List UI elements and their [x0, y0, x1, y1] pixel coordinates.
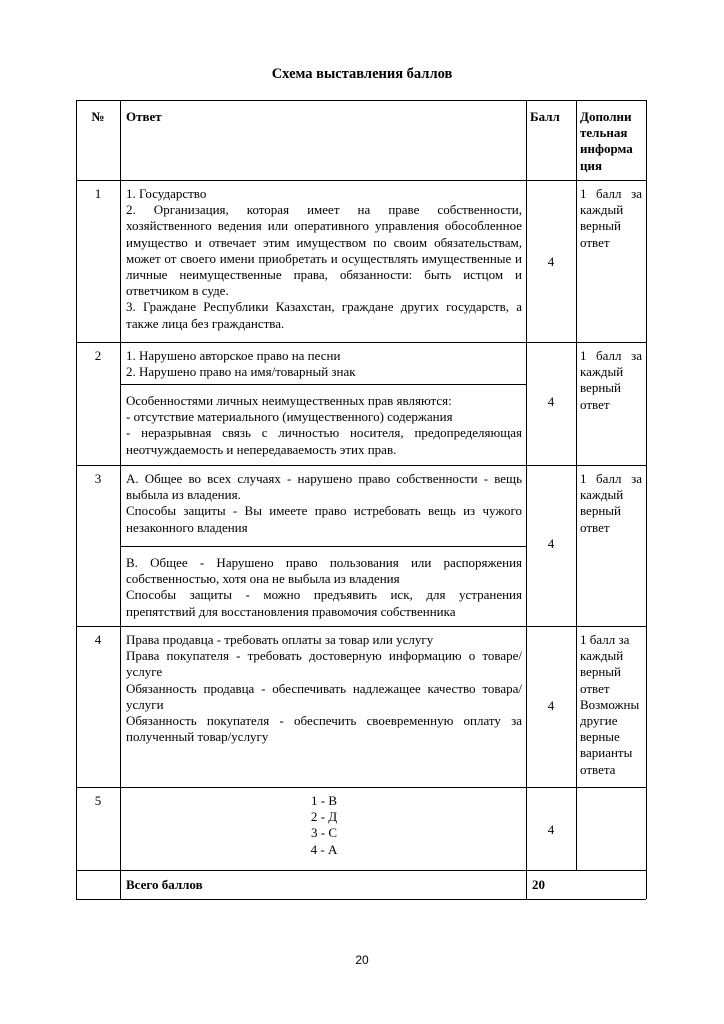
row-4-info: 1 балл за каждый верный ответ Возможны другие верные варианты ответа [580, 632, 640, 777]
row-5-score: 4 [547, 822, 555, 837]
row-1-answer [126, 186, 522, 332]
row-5-num: 5 [94, 793, 102, 808]
row-2-num: 2 [94, 348, 102, 363]
row-4-num: 4 [94, 632, 102, 647]
row-3-answer-b [126, 555, 522, 620]
answer-line: Права покупателя - требовать достоверную информацию о товаре/услуге [126, 648, 522, 680]
total-score: 20 [532, 877, 545, 892]
row-4-score: 4 [547, 698, 555, 713]
total-label: Всего баллов [126, 877, 203, 892]
answer-line: B. Общее - Нарушено право пользования или распоряжения собственностью, хотя она не выбыла из владения [126, 555, 522, 587]
answer-line: Особенностями личных неимущественных прав являются: [126, 393, 452, 408]
answer-line: 2. Нарушено право на имя/товарный знак [126, 364, 356, 380]
page-number: 20 [355, 953, 369, 967]
answer-line: - неразрывная связь с личностью носителя, предопределяющая неотчуждаемость и непередаваемость этих прав. [126, 425, 522, 457]
header-score: Балл [530, 109, 560, 124]
page-title: Схема выставления баллов [271, 66, 453, 82]
answer-line: 2 - Д [310, 809, 338, 825]
answer-line: 2. Организация, которая имеет на праве собственности, хозяйственного ведения или оперативного управления обособленное имущество и отвечает этим имуществом по своим обязательствам, может от своего имени приобретать и осуществлять имущественные и личные неимущественные права, обязанности: быть истцом и ответчиком в суде. [126, 202, 522, 299]
answer-line: 3. Граждане Республики Казахстан, граждане других государств, а также лица без гражданства. [126, 299, 522, 331]
answer-line: Способы защиты - Вы имеете право истребовать вещь из чужого незаконного владения [126, 503, 522, 535]
answer-line: Обязанность покупателя - обеспечить своевременную оплату за полученный товар/услугу [126, 713, 522, 745]
row-3-score: 4 [547, 536, 555, 551]
answer-line: Права продавца - требовать оплаты за товар или услугу [126, 632, 434, 647]
header-answer: Ответ [126, 109, 162, 124]
answer-line: - отсутствие материального (имущественного) содержания [126, 409, 453, 425]
row-2-answer-a [126, 348, 522, 380]
header-num: № [91, 109, 105, 124]
answer-line: 4 - А [310, 841, 338, 857]
row-3-info: 1 балл за каждый верный ответ [580, 471, 642, 535]
answer-line: 1. Нарушено авторское право на песни [126, 348, 341, 363]
row-1-info: 1 балл за каждый верный ответ [580, 186, 642, 250]
answer-line: A. Общее во всех случаях - нарушено право собственности - вещь выбыла из владения. [126, 471, 522, 503]
answer-line: 1 - В [311, 793, 337, 808]
answer-line: Способы защиты - можно предъявить иск, для устранения препятствий для восстановления правомочия собственника [126, 587, 522, 619]
row-4-answer [126, 632, 522, 745]
answer-line: Обязанность продавца - обеспечивать надлежащее качество товара/услуги [126, 680, 522, 712]
answer-line: 1. Государство [126, 186, 207, 201]
row-3-answer-a [126, 471, 522, 536]
row-2-answer-b [126, 393, 522, 458]
row-1-num: 1 [94, 186, 102, 201]
header-info: Дополни тельная информа ция [580, 109, 633, 173]
answer-line: 3 - С [311, 825, 337, 841]
row-1-score: 4 [547, 254, 555, 269]
row-2-info: 1 балл за каждый верный ответ [580, 348, 642, 412]
row-5-answer [126, 793, 522, 858]
row-3-num: 3 [94, 471, 102, 486]
row-2-score: 4 [547, 394, 555, 409]
